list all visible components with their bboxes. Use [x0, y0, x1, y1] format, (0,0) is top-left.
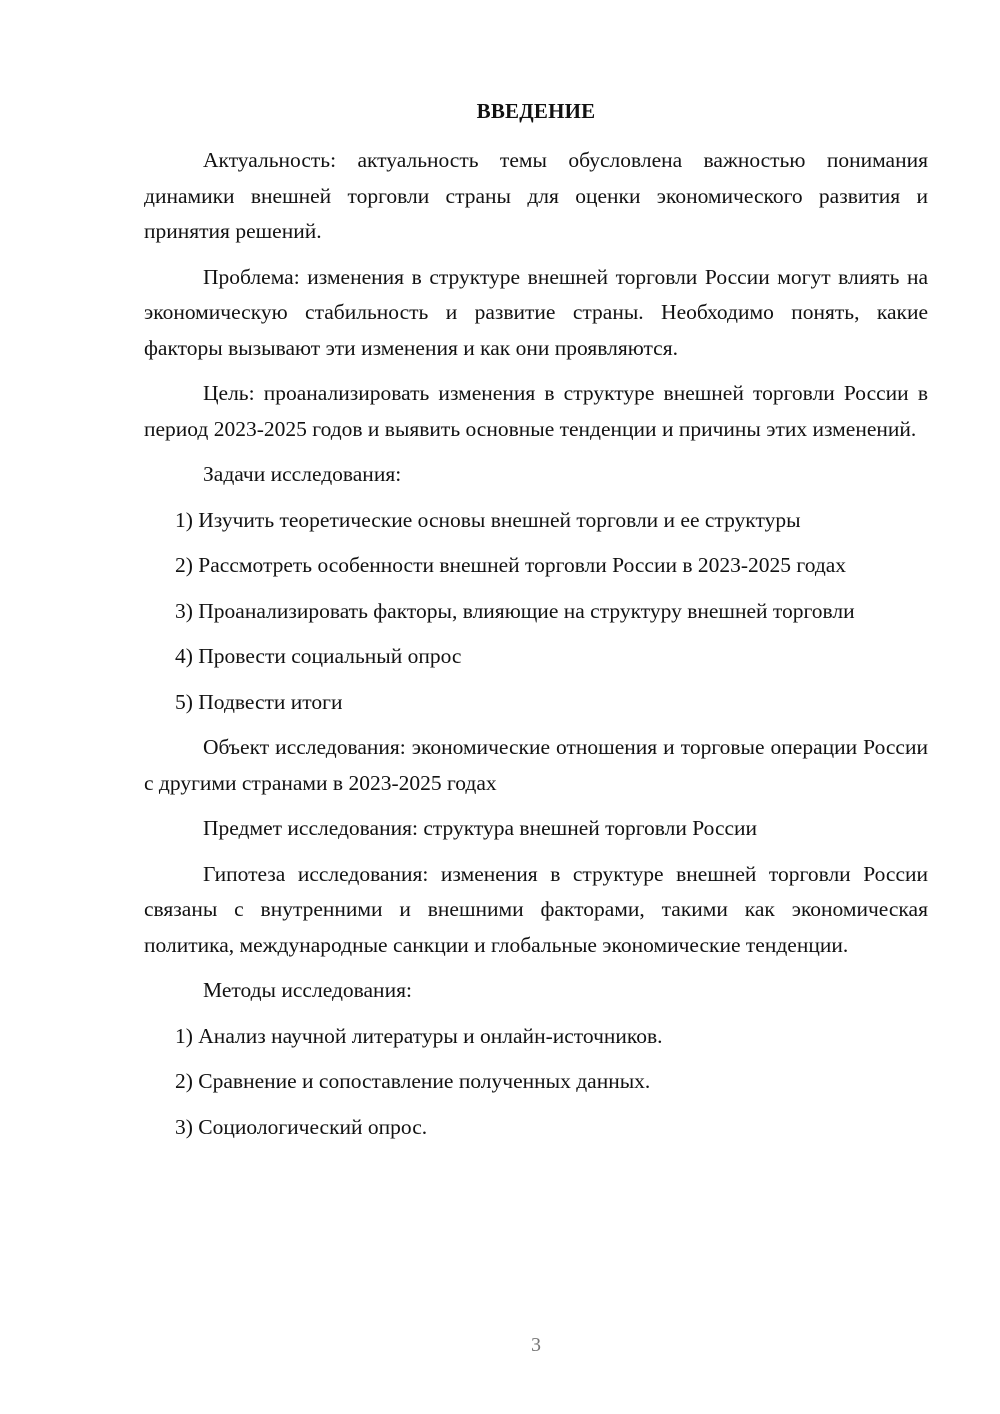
paragraph-hypothesis: Гипотеза исследования: изменения в структуре внешней торговли России связаны с внутренними и внешними факторами, такими как экономическая политика, международные санкции и глобальные экономические тенденции. — [144, 861, 928, 957]
task-item-2: 2) Рассмотреть особенности внешней торговли России в 2023-2025 годах — [175, 553, 847, 577]
paragraph-relevance: Актуальность: актуальность темы обусловлена важностью понимания динамики внешней торговли страны для оценки экономического развития и принятия решений. — [144, 148, 928, 243]
paragraph-object: Объект исследования: экономические отношения и торговые операции России с другими странами в 2023-2025 годах — [144, 735, 928, 795]
page-footer — [144, 1332, 928, 1358]
page-number: 3 — [531, 1334, 541, 1356]
paragraph-problem: Проблема: изменения в структуре внешней торговли России могут влиять на экономическую стабильность и развитие страны. Необходимо понять, какие факторы вызывают эти изменения и как они проявляются. — [144, 264, 928, 360]
paragraph-methods-heading: Методы исследования: — [203, 978, 412, 1002]
task-item-4: 4) Провести социальный опрос — [175, 644, 462, 668]
task-item-1: 1) Изучить теоретические основы внешней торговли и ее структуры — [175, 507, 801, 532]
method-item-3: 3) Социологический опрос. — [175, 1114, 428, 1139]
task-item-5: 5) Подвести итоги — [175, 689, 343, 714]
task-item-3: 3) Проанализировать факторы, влияющие на структуру внешней торговли — [175, 598, 855, 623]
document-page — [144, 0, 928, 1414]
section-title: ВВЕДЕНИЕ — [476, 99, 596, 123]
method-item-1: 1) Анализ научной литературы и онлайн-источников. — [175, 1023, 663, 1048]
paragraph-subject: Предмет исследования: структура внешней торговли России — [203, 816, 758, 840]
document-body — [144, 143, 928, 1155]
paragraph-goal: Цель: проанализировать изменения в структуре внешней торговли России в период 2023-2025 годов и выявить основные тенденции и причины этих изменений. — [144, 381, 928, 441]
paragraph-tasks-heading: Задачи исследования: — [203, 462, 402, 486]
method-item-2: 2) Сравнение и сопоставление полученных данных. — [175, 1069, 651, 1093]
